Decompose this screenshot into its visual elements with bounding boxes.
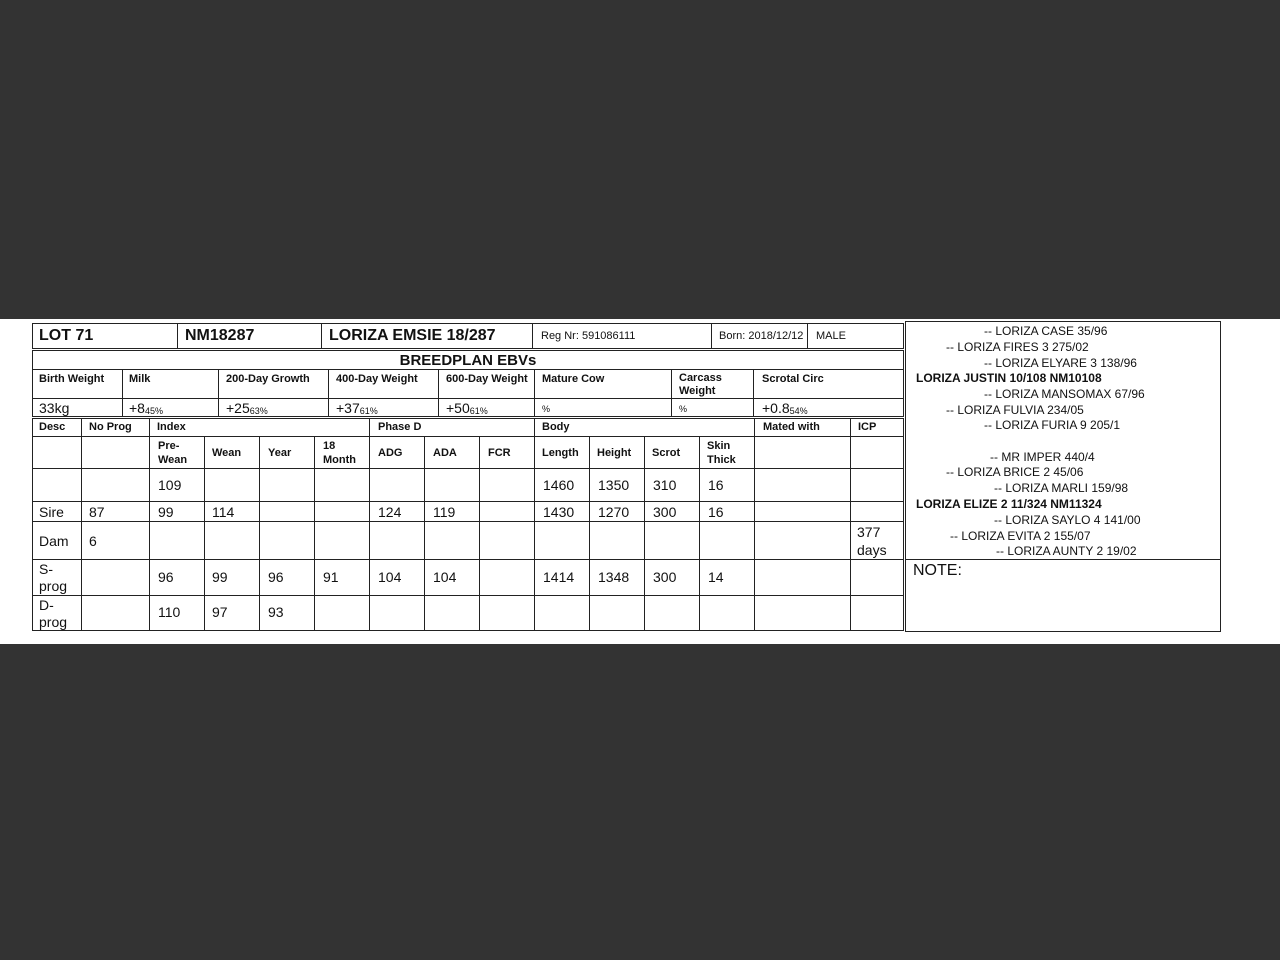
- table-row: Sire: [32, 501, 82, 522]
- pedigree-line: -- LORIZA EVITA 2 155/07: [950, 529, 1091, 543]
- pedigree-line: -- LORIZA SAYLO 4 141/00: [994, 513, 1141, 527]
- pedigree-line: -- MR IMPER 440/4: [990, 450, 1095, 464]
- label-mature-cow: Mature Cow: [534, 369, 672, 399]
- value-milk: $+8_{45\%}$: [122, 398, 219, 417]
- note-label: NOTE:: [913, 562, 962, 579]
- value-scrotal: $+0.8_{54\%}$: [753, 398, 904, 417]
- sex-cell: [807, 323, 904, 349]
- hdr-icp: ICP: [850, 418, 904, 437]
- label-200day: 200-Day Growth: [218, 369, 329, 399]
- pedigree-line: -- LORIZA CASE 35/96: [984, 324, 1108, 338]
- value-mature-cow: %: [534, 398, 672, 417]
- hdr-index: Index: [149, 418, 370, 437]
- pedigree-line: -- LORIZA ELYARE 3 138/96: [984, 356, 1137, 370]
- pedigree-line: -- LORIZA FULVIA 234/05: [946, 403, 1084, 417]
- pedigree-sire: LORIZA JUSTIN 10/108 NM10108: [916, 371, 1102, 385]
- label-scrotal: Scrotal Circ: [753, 369, 904, 399]
- value-400day: $+37_{61\%}$: [328, 398, 439, 417]
- hdr-desc: Desc: [32, 418, 82, 437]
- sub-fcr: FCR: [479, 436, 535, 469]
- pedigree-line: -- LORIZA FIRES 3 275/02: [946, 340, 1089, 354]
- hdr-phased: Phase D: [369, 418, 535, 437]
- lot-cell: [32, 323, 178, 349]
- sub-ada: ADA: [424, 436, 480, 469]
- pedigree-dam: LORIZA ELIZE 2 11/324 NM11324: [916, 497, 1102, 511]
- hdr-mated: Mated with: [754, 418, 851, 437]
- sub-skin: Skin Thick: [699, 436, 755, 469]
- name-cell: [321, 323, 533, 349]
- label-carcass: Carcass Weight: [671, 369, 754, 399]
- reg-cell: [532, 323, 712, 349]
- animal-name: LORIZA EMSIE 18/287: [329, 327, 496, 344]
- label-milk: Milk: [122, 369, 219, 399]
- sub-18month: 18 Month: [314, 436, 370, 469]
- born-cell: [711, 323, 808, 349]
- id-cell: [177, 323, 322, 349]
- value-carcass: %: [671, 398, 754, 417]
- pedigree-line: -- LORIZA MANSOMAX 67/96: [984, 387, 1145, 401]
- pedigree-line: -- LORIZA MARLI 159/98: [994, 481, 1129, 495]
- table-row: [32, 468, 82, 502]
- reg-number: Reg Nr: 591086111: [541, 330, 636, 342]
- value-200day: $+25_{63\%}$: [218, 398, 329, 417]
- sub-scrot: Scrot: [644, 436, 700, 469]
- value-600day: $+50_{61\%}$: [438, 398, 535, 417]
- label-400day: 400-Day Weight: [328, 369, 439, 399]
- hdr-noprog: No Prog: [81, 418, 150, 437]
- sub-icp: [850, 436, 904, 469]
- table-row: Dam: [32, 521, 82, 560]
- pedigree-box: [905, 321, 1221, 560]
- sub-mated: [754, 436, 851, 469]
- note-box: [905, 559, 1221, 632]
- lot-number: LOT 71: [39, 327, 94, 344]
- ebv-title: BREEDPLAN EBVs: [399, 352, 537, 369]
- animal-id: NM18287: [185, 327, 255, 344]
- label-birth-weight: Birth Weight: [32, 369, 123, 399]
- label-600day: 600-Day Weight: [438, 369, 535, 399]
- pedigree-line: -- LORIZA FURIA 9 205/1: [984, 418, 1121, 432]
- pedigree-line: -- LORIZA AUNTY 2 19/02: [996, 544, 1137, 558]
- sub-noprog: [81, 436, 150, 469]
- pedigree-line: -- LORIZA BRICE 2 45/06: [946, 465, 1084, 479]
- table-row: S- prog: [32, 559, 82, 596]
- sub-year: Year: [259, 436, 315, 469]
- sub-prewean: Pre- Wean: [149, 436, 205, 469]
- lot-card: LOT 71 NM18287 LORIZA EMSIE 18/287 Reg Nr: 591086111 Born: 2018/12/12 MALE BREEDPLAN EBVs Birth Weight Milk 200-Day Growth 400-Day Weight 600-Day Weight Mature Cow Carcass Weight Scrotal Circ 33kg $+8_{45\%}$ $+25_{63\%}$ $+37_{61\%}$ $+50_{61\%}$ % % $+0.8_{54\%}$ Desc No Prog Index Phase D Body Mated with ICP Pre- Wean Wean Year 18 Month ADG ADA FCR Length Height Scrot Skin Thick 109 1460 1350 310 16 Sire 87 99 114 124 119 1430 1270 300 16 Dam 6 377 days S- prog 96 99 96 91 104 104 1414 1348 300 14 D- prog 110 97 93 -- LORIZA CASE 35/96 -- LORIZA FIRES 3 275/02 -- LORIZA ELYARE 3 138/96 LORIZA JUSTIN 10/108 NM10108 -- LORIZA MANSOMAX 67/96 -- LORIZA FULVIA 234/05 -- LORIZA FURIA 9 205/1 -- MR IMPER 440/4 -- LORIZA BRICE 2 45/06 -- LORIZA MARLI 159/98 LORIZA ELIZE 2 11/324 NM11324 -- LORIZA SAYLO 4 141/00 -- LORIZA EVITA 2 155/07 -- LORIZA AUNTY 2 19/02 NOTE:: [0, 319, 1280, 644]
- icp-value: 377 days: [850, 521, 904, 560]
- born-date: Born: 2018/12/12: [719, 330, 804, 342]
- sub-adg: ADG: [369, 436, 425, 469]
- sub-height: Height: [589, 436, 645, 469]
- sex: MALE: [816, 330, 846, 342]
- sub-length: Length: [534, 436, 590, 469]
- value-birth-weight: 33kg: [32, 398, 123, 417]
- hdr-body: Body: [534, 418, 755, 437]
- ebv-title-cell: [32, 350, 904, 370]
- table-row: D- prog: [32, 595, 82, 631]
- sub-desc: [32, 436, 82, 469]
- sub-wean: Wean: [204, 436, 260, 469]
